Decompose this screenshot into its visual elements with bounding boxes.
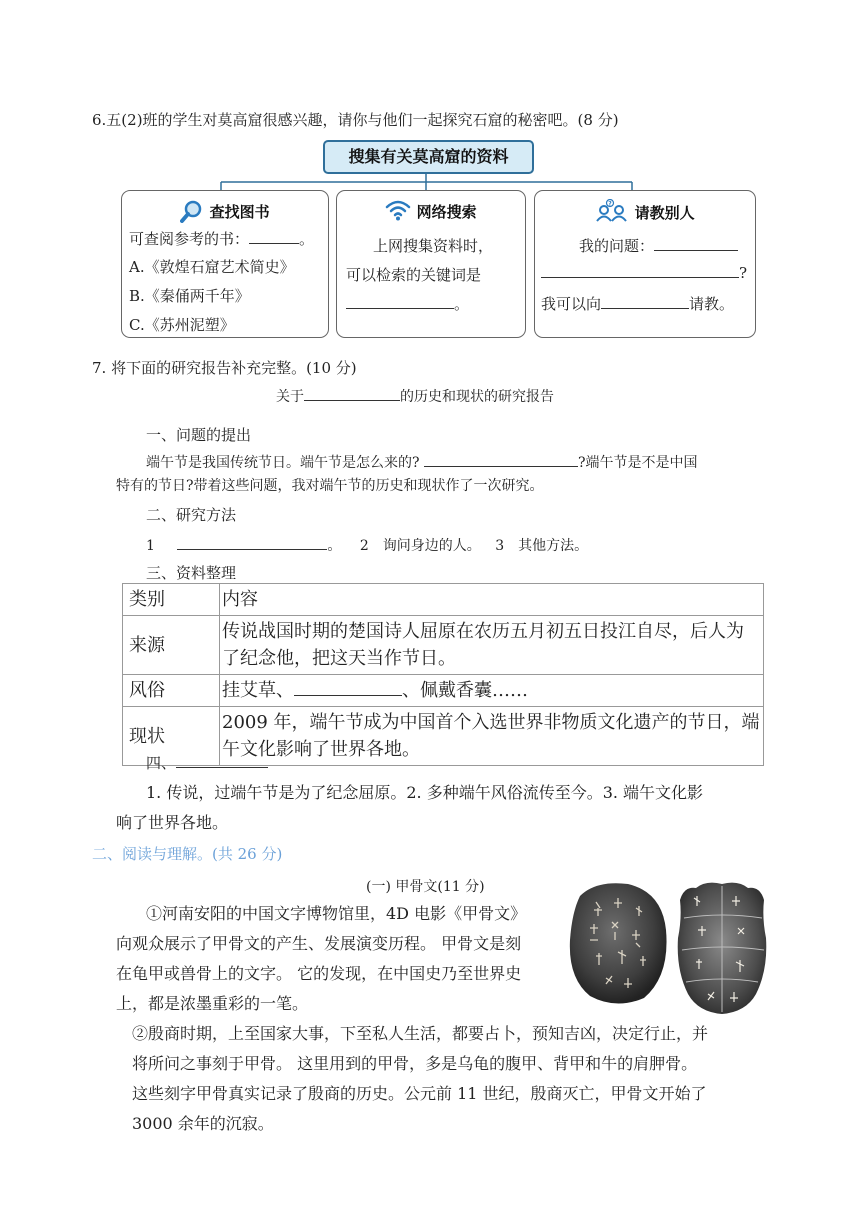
paragraph-2-line: 这些刻字甲骨真实记录了殷商的历史。公元前 11 世纪，殷商灭亡，甲骨文开始了 — [132, 1084, 707, 1103]
web-search-line1: 上网搜集资料时， — [373, 237, 494, 255]
book-option-c: C.《苏州泥塑》 — [129, 316, 235, 334]
my-question-line2: ? — [541, 264, 747, 282]
section-1-heading: 一、问题的提出 — [146, 426, 252, 444]
book-search-heading: 查找图书 — [122, 199, 328, 223]
paragraph-2-line: 3000 余年的沉寂。 — [132, 1114, 274, 1133]
paragraph-1-line: ①河南安阳的中国文字博物馆里，4D 电影《甲骨文》 — [146, 904, 527, 923]
question-6-stem: 6.五(2)班的学生对莫高窟很感兴趣，请你与他们一起探究石窟的秘密吧。(8 分) — [92, 111, 619, 129]
table-cell-content: 传说战国时期的楚国诗人屈原在农历五月初五日投江自尽，后人为了纪念他，把这天当作节日。 — [220, 616, 764, 675]
question-blank-1[interactable] — [654, 249, 738, 251]
book-answer-blank[interactable] — [249, 242, 299, 244]
section-4-text-b: 响了世界各地。 — [116, 813, 229, 832]
table-cell-category: 现状 — [123, 707, 220, 766]
ask-others-box — [534, 190, 756, 338]
book-search-prompt: 可查阅参考的书： 。 — [129, 230, 315, 248]
web-search-box — [336, 190, 526, 338]
keyword-blank[interactable] — [346, 307, 454, 309]
question-7-stem: 7. 将下面的研究报告补充完整。(10 分) — [92, 359, 357, 377]
table-row — [123, 675, 764, 707]
section-1-text-a: 端午节是我国传统节日。端午节是怎么来的? ?端午节是不是中国 — [146, 455, 698, 471]
web-search-heading: 网络搜索 — [337, 199, 525, 222]
section-2-heading: 二、研究方法 — [146, 506, 237, 524]
section-2-methods: 1 。 2 询问身边的人。 3 其他方法。 — [146, 538, 589, 554]
research-table — [122, 583, 764, 766]
table-cell-content: 2009 年，端午节成为中国首个入选世界非物质文化遗产的节日，端午文化影响了世界各地。 — [220, 707, 764, 766]
table-cell-content: 挂艾草、 、佩戴香囊…… — [220, 675, 764, 707]
section-3-heading: 三、资料整理 — [146, 564, 237, 582]
web-search-line3: 。 — [346, 293, 469, 314]
paragraph-1-line: 上，都是浓墨重彩的一笔。 — [116, 994, 309, 1013]
section-1-text-c: 特有的节日?带着这些问题，我对端午节的历史和现状作了一次研究。 — [116, 478, 544, 494]
wifi-icon — [385, 199, 411, 221]
table-cell-category: 来源 — [123, 616, 220, 675]
part-2-heading: 二、阅读与理解。(共 26 分) — [92, 845, 283, 863]
oracle-bone-image — [566, 878, 670, 1008]
paragraph-1-line: 在龟甲或兽骨上的文字。 它的发现，在中国史乃至世界史 — [116, 964, 522, 983]
svg-text:?: ? — [608, 200, 613, 208]
section-4-heading: 四、 — [146, 752, 268, 773]
table-row — [123, 616, 764, 675]
diagram-title: 搜集有关莫高窟的资料 — [323, 140, 534, 174]
section-4-text-a: 1. 传说，过端午节是为了纪念屈原。2. 多种端午风俗流传至今。3. 端午文化影 — [146, 783, 704, 802]
question-blank-2[interactable] — [541, 276, 739, 278]
turtle-shell-image — [676, 878, 768, 1016]
report-title: 关于 的历史和现状的研究报告 — [276, 389, 554, 405]
my-question-line: 我的问题： — [579, 235, 738, 256]
magnifier-icon — [180, 199, 204, 223]
paragraph-2-line: ②殷商时期，上至国家大事，下至私人生活，都要占卜，预知吉凶，决定行止，并 — [132, 1024, 709, 1043]
ask-whom-blank[interactable] — [601, 307, 689, 309]
web-search-line2: 可以检索的关键词是 — [346, 266, 482, 284]
book-option-b: B.《秦俑两千年》 — [129, 287, 250, 305]
table-header-content: 内容 — [220, 584, 764, 616]
ask-whom-line: 我可以向 请教。 — [541, 295, 735, 313]
table-cell-category: 风俗 — [123, 675, 220, 707]
book-search-box — [121, 190, 329, 338]
people-question-icon — [595, 199, 629, 223]
passage-title: (一) 甲骨文(11 分) — [366, 879, 485, 895]
table-header-category: 类别 — [123, 584, 220, 616]
table-header-row — [123, 584, 764, 616]
conclusion-blank[interactable] — [176, 766, 268, 768]
custom-blank[interactable] — [294, 694, 402, 696]
paragraph-2-line: 将所问之事刻于甲骨。 这里用到的甲骨，多是乌龟的腹甲、背甲和牛的肩胛骨。 — [132, 1054, 698, 1073]
method-blank[interactable] — [177, 548, 327, 550]
ask-others-heading: ? 请教别人 — [535, 199, 755, 223]
report-title-blank[interactable] — [304, 399, 400, 401]
origin-blank[interactable] — [424, 465, 578, 467]
book-option-a: A.《敦煌石窟艺术简史》 — [129, 258, 295, 276]
paragraph-1-line: 向观众展示了甲骨文的产生、发展演变历程。 甲骨文是刻 — [116, 934, 522, 953]
